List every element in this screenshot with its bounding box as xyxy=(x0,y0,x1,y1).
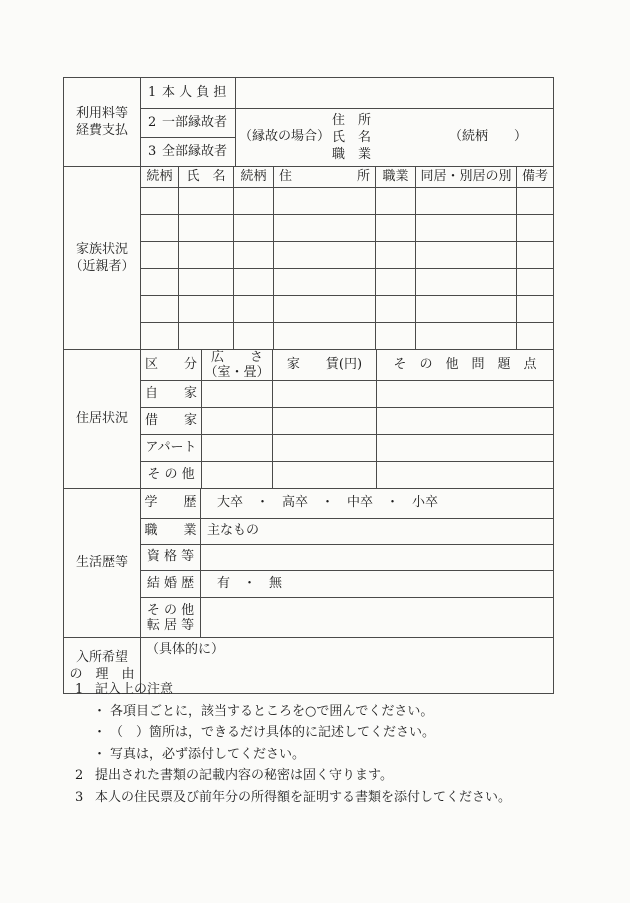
housing-header-size xyxy=(202,350,273,381)
housing-header-problems: そ の 他 問 題 点 xyxy=(377,350,554,381)
family-cell xyxy=(141,242,179,269)
housing-cell xyxy=(273,462,377,489)
family-cell xyxy=(274,242,376,269)
payment-option-1-label: 本 人 負 担 xyxy=(162,84,227,100)
family-cell xyxy=(141,323,179,350)
life-row-other-label xyxy=(141,598,201,638)
family-cell xyxy=(376,323,416,350)
life-row-education-label: 学 歴 xyxy=(141,489,201,519)
note-2-text: 提出された書類の記載内容の秘密は固く守ります。 xyxy=(95,768,393,783)
note-3-number: 3 xyxy=(75,789,84,805)
payment-option-2-number: 2 xyxy=(148,114,157,130)
housing-row-other-label: そ の 他 xyxy=(141,462,202,489)
family-cell xyxy=(376,269,416,296)
family-cell xyxy=(274,215,376,242)
family-header-relationship1: 続柄 xyxy=(141,167,179,188)
family-cell xyxy=(234,188,274,215)
housing-row-apartment-label: アパート xyxy=(141,435,202,462)
housing-header-rent: 家 賃(円) xyxy=(273,350,377,381)
family-cell xyxy=(376,242,416,269)
family-cell xyxy=(179,242,234,269)
note-1-bullet-1-text: 各項目ごとに，該当するところを○で囲んでください。 xyxy=(110,703,434,719)
family-cell xyxy=(517,188,554,215)
housing-header-size-line2: （室・畳） xyxy=(204,365,270,380)
note-3 xyxy=(75,787,565,809)
payment-label-line1: 利用料等 xyxy=(75,106,128,121)
note-1-bullet-2-text: （ ）箇所は，できるだけ具体的に記述してください。 xyxy=(110,725,436,740)
family-cell xyxy=(141,215,179,242)
life-section-label: 生活歴等 xyxy=(64,489,141,638)
family-cell xyxy=(234,296,274,323)
payment-option-full-relative xyxy=(141,138,236,167)
housing-header-size-line1: 広 さ xyxy=(210,350,263,365)
housing-row-own-label: 自 家 xyxy=(141,381,202,408)
family-cell xyxy=(141,269,179,296)
payment-option-3-label: 全部縁故者 xyxy=(162,143,228,159)
family-cell xyxy=(416,323,517,350)
admission-label-line1: 入所希望 xyxy=(75,649,128,665)
family-label-line1: 家族状況 xyxy=(75,242,128,257)
life-row-qualifications-label: 資 格 等 xyxy=(141,545,201,571)
note-1-bullet-3-text: 写真は，必ず添付してください。 xyxy=(110,746,306,762)
housing-cell xyxy=(377,435,554,462)
life-row-occupation-content: 主なもの xyxy=(201,519,554,545)
relative-name-label: 氏 名 xyxy=(332,130,372,145)
family-cell xyxy=(141,188,179,215)
note-3-text: 本人の住民票及び前年分の所得額を証明する書類を添付してください。 xyxy=(95,789,512,805)
payment-section-label xyxy=(64,78,141,167)
family-cell xyxy=(274,188,376,215)
life-history-section xyxy=(63,488,554,638)
payment-option-1-number: 1 xyxy=(148,84,157,100)
housing-cell xyxy=(273,435,377,462)
housing-section xyxy=(63,349,554,489)
note-1-bullet-3 xyxy=(75,744,565,766)
family-cell xyxy=(179,215,234,242)
relative-case-layout xyxy=(236,112,553,163)
note-2-number: 2 xyxy=(75,768,84,783)
life-row-other-content xyxy=(201,598,554,638)
relative-case-prefix: （縁故の場合） xyxy=(239,129,331,145)
family-cell xyxy=(376,215,416,242)
admission-reason-hint: （具体的に） xyxy=(146,642,225,657)
family-cell xyxy=(234,323,274,350)
relative-address-label: 住 所 xyxy=(332,113,372,128)
life-row-other-label-line2: 転 居 等 xyxy=(146,617,195,633)
note-1-bullet-2 xyxy=(75,722,565,744)
housing-cell xyxy=(202,462,273,489)
family-header-remarks: 備考 xyxy=(517,167,554,188)
family-header-relationship2: 続柄 xyxy=(234,167,274,188)
housing-cell xyxy=(202,435,273,462)
family-cell xyxy=(179,188,234,215)
family-cell xyxy=(416,269,517,296)
family-cell xyxy=(416,296,517,323)
note-1-bullet-1 xyxy=(75,701,565,723)
housing-cell xyxy=(377,462,554,489)
bullet-icon: ・ xyxy=(93,725,107,740)
note-1-number: 1 xyxy=(75,682,84,697)
admission-label-line2: の 理 由 xyxy=(69,666,135,682)
family-cell xyxy=(517,215,554,242)
family-cell xyxy=(234,242,274,269)
family-header-address: 住 所 xyxy=(274,167,376,188)
family-section-label xyxy=(64,167,141,350)
payment-self-blank-cell xyxy=(236,78,554,109)
payment-option-2-label: 一部縁故者 xyxy=(162,114,228,130)
housing-row-rented-label: 借 家 xyxy=(141,408,202,435)
family-section xyxy=(63,166,554,350)
relative-case-cell xyxy=(236,109,554,167)
family-cell xyxy=(274,323,376,350)
family-cell xyxy=(234,215,274,242)
payment-section xyxy=(63,77,554,167)
family-cell xyxy=(179,323,234,350)
life-row-other-label-line1: そ の 他 xyxy=(146,602,195,618)
family-cell xyxy=(517,242,554,269)
payment-label-line2: 経費支払 xyxy=(75,123,128,138)
family-cell xyxy=(416,215,517,242)
family-cell xyxy=(274,296,376,323)
relative-relationship-label: （続柄 ） xyxy=(448,129,527,145)
family-header-name: 氏 名 xyxy=(179,167,234,188)
family-cell xyxy=(141,296,179,323)
note-1 xyxy=(75,679,565,701)
note-2 xyxy=(75,765,565,787)
footnotes xyxy=(75,679,565,808)
housing-section-label: 住居状況 xyxy=(64,350,141,489)
family-cell xyxy=(517,323,554,350)
housing-cell xyxy=(273,381,377,408)
housing-cell xyxy=(377,408,554,435)
family-cell xyxy=(376,188,416,215)
relative-occupation-label: 職 業 xyxy=(332,147,372,162)
family-cell xyxy=(517,269,554,296)
family-cell xyxy=(416,188,517,215)
housing-cell xyxy=(202,381,273,408)
family-cell xyxy=(376,296,416,323)
form-table xyxy=(63,77,553,694)
bullet-icon: ・ xyxy=(93,746,107,762)
relative-case-fields xyxy=(332,112,371,163)
life-row-marriage-label: 結 婚 歴 xyxy=(141,571,201,598)
family-cell xyxy=(517,296,554,323)
housing-header-category: 区 分 xyxy=(141,350,202,381)
bullet-icon: ・ xyxy=(93,703,107,719)
payment-option-self xyxy=(141,78,236,109)
family-label-line2: （近親者） xyxy=(69,259,135,274)
life-row-qualifications-content xyxy=(201,545,554,571)
family-cell xyxy=(179,269,234,296)
payment-option-3-number: 3 xyxy=(148,143,157,159)
housing-cell xyxy=(273,408,377,435)
life-row-marriage-options: 有 ・ 無 xyxy=(201,571,554,598)
family-cell xyxy=(274,269,376,296)
housing-cell xyxy=(377,381,554,408)
family-cell xyxy=(179,296,234,323)
family-cell xyxy=(416,242,517,269)
payment-option-partial-relative xyxy=(141,109,236,138)
note-1-text: 記入上の注意 xyxy=(95,682,174,697)
family-header-occupation: 職業 xyxy=(376,167,416,188)
family-cell xyxy=(234,269,274,296)
life-row-education-options: 大卒 ・ 高卒 ・ 中卒 ・ 小卒 xyxy=(201,489,554,519)
life-row-occupation-label: 職 業 xyxy=(141,519,201,545)
housing-cell xyxy=(202,408,273,435)
family-header-cohabitation: 同居・別居の別 xyxy=(416,167,517,188)
